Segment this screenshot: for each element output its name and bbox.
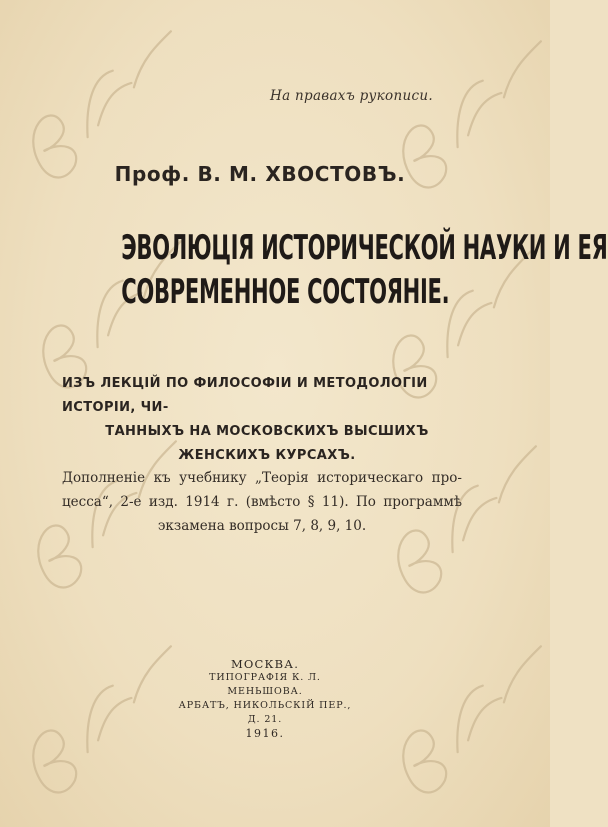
subtitle-line-1: ИЗЪ ЛЕКЦІЙ ПО ФИЛОСОФІИ И МЕТОДОЛОГІИ ИСТОРІИ, ЧИ-	[62, 376, 428, 415]
book-title	[121, 226, 608, 314]
supplement-line-1: Дополненіе къ учебнику „Теорія историческаго про-	[62, 470, 462, 486]
supplement-note	[62, 466, 462, 538]
imprint-year: 1916.	[245, 727, 285, 740]
author-line: Проф. В. М. ХВОСТОВЪ.	[114, 162, 406, 186]
imprint-block	[175, 657, 355, 741]
rights-note: На правахъ рукописи.	[270, 88, 433, 104]
subtitle-line-2: ТАННЫХЪ НА МОСКОВСКИХЪ ВЫСШИХЪ ЖЕНСКИХЪ КУРСАХЪ.	[105, 424, 429, 463]
book-title-line-2: СОВРЕМЕННОЕ СОСТОЯНІЕ.	[121, 272, 450, 312]
imprint-press: ТИПОГРАФІЯ К. Л. МЕНЬШОВА.	[209, 672, 321, 697]
watermark-stamp	[385, 646, 577, 799]
imprint-address: АРБАТЪ, НИКОЛЬСКІЙ ПЕР., Д. 21.	[178, 700, 352, 725]
book-subtitle	[62, 372, 472, 468]
supplement-line-2: цесса“, 2-е изд. 1914 г. (вмѣсто § 11). По программѣ	[62, 494, 462, 510]
supplement-line-3: экзамена вопросы 7, 8, 9, 10.	[157, 518, 367, 534]
book-title-line-1: ЭВОЛЮЦІЯ ИСТОРИЧЕСКОЙ НАУКИ И ЕЯ	[121, 228, 608, 268]
imprint-city: МОСКВА.	[230, 657, 300, 671]
